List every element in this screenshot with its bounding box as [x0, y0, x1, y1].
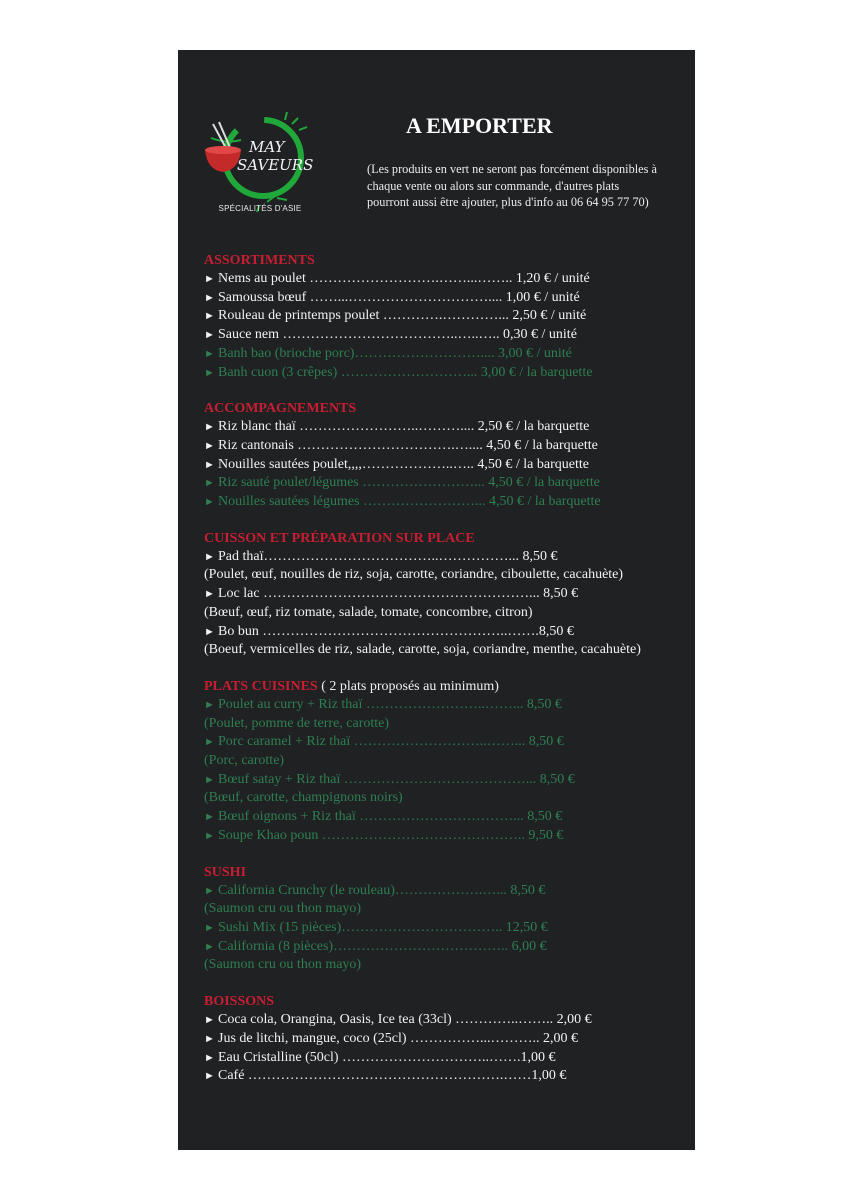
menu-item [204, 326, 664, 345]
menu-item-text: Coca cola, Orangina, Oasis, Ice tea (33cl) …………..…….. 2,00 € [218, 1012, 592, 1028]
menu-item-text: Bœuf oignons + Riz thaï ……………………………... 8,50 € [218, 809, 563, 825]
menu-item [204, 1030, 664, 1049]
menu-item [204, 585, 664, 604]
bullet-arrow-icon: ► [204, 811, 215, 824]
menu-item-text: Samoussa bœuf ……...………………………….... 1,00 € / unité [218, 289, 580, 305]
menu-item [204, 307, 664, 326]
bullet-arrow-icon: ► [204, 940, 215, 953]
bullet-arrow-icon: ► [204, 1051, 215, 1064]
menu-item-text: Bœuf satay + Riz thaï …………………………………... 8,50 € [218, 771, 575, 787]
bullet-arrow-icon: ► [204, 921, 215, 934]
menu-item [204, 1049, 664, 1068]
menu-item [204, 696, 664, 715]
menu-item [204, 808, 664, 827]
menu-item-text: Riz blanc thaï ……………………..……….... 2,50 € / la barquette [218, 419, 590, 435]
section-heading-label: SUSHI [204, 864, 247, 880]
menu-item [204, 938, 664, 957]
section-heading-label: ACCOMPAGNEMENTS [204, 401, 357, 417]
menu-section [204, 252, 664, 382]
bullet-arrow-icon: ► [204, 773, 215, 786]
logo-text-saveurs: SAVEURS [237, 156, 314, 174]
menu-item [204, 771, 664, 790]
menu-item [204, 456, 664, 475]
section-heading-note: ( 2 plats proposés au minimum) [321, 678, 499, 694]
section-heading [204, 993, 664, 1011]
menu-item [204, 1067, 664, 1086]
section-heading [204, 678, 664, 696]
menu-item-text: Riz cantonais …………………………….….... 4,50 € / la barquette [218, 437, 598, 453]
bullet-arrow-icon: ► [204, 347, 215, 360]
section-heading [204, 252, 664, 270]
bullet-arrow-icon: ► [204, 458, 215, 471]
menu-item-description: (Porc, carotte) [204, 753, 285, 769]
menu-section [204, 864, 664, 976]
menu-item-description: (Saumon cru ou thon mayo) [204, 957, 362, 973]
bullet-arrow-icon: ► [204, 829, 215, 842]
bullet-arrow-icon: ► [204, 439, 215, 452]
bullet-arrow-icon: ► [204, 1070, 215, 1083]
menu-item [204, 733, 664, 752]
menu-item [204, 474, 664, 493]
section-heading-label: CUISSON ET PRÉPARATION SUR PLACE [204, 530, 475, 546]
menu-item-text: Porc caramel + Riz thaï ………………………..……... 8,50 € [218, 734, 564, 750]
menu-item-text: Poulet au curry + Riz thaï ……………………..……... 8,50 € [218, 696, 562, 712]
menu-item [204, 1011, 664, 1030]
menu-item-text: Nouilles sautées poulet,,,,………………..….. 4,50 € / la barquette [218, 456, 589, 472]
bullet-arrow-icon: ► [204, 588, 215, 601]
menu-item-text: Riz sauté poulet/légumes ……………………... 4,50 € / la barquette [218, 475, 600, 491]
page-title: A EMPORTER [406, 113, 553, 138]
menu-item-description: (Bœuf, carotte, champignons noirs) [204, 790, 403, 806]
bullet-arrow-icon: ► [204, 698, 215, 711]
menu-item-text: Soupe Khao poun …………………………………….. 9,50 € [218, 827, 564, 843]
menu-item-text: Eau Cristalline (50cl) …………………………..…….1,00 € [218, 1049, 556, 1065]
menu-section [204, 530, 664, 660]
menu-item [204, 882, 664, 901]
menu-item [204, 493, 664, 512]
menu-item [204, 289, 664, 308]
bullet-arrow-icon: ► [204, 366, 215, 379]
menu-item-text: California Crunchy (le rouleau)……………….…... 8,50 € [218, 882, 546, 898]
section-heading [204, 864, 664, 882]
logo-subtitle: SPÉCIALITÉS D'ASIE [218, 204, 302, 213]
bullet-arrow-icon: ► [204, 310, 215, 323]
section-heading-label: ASSORTIMENTS [204, 253, 315, 268]
menu-item-text: Sushi Mix (15 pièces)…………………………….. 12,50 € [218, 919, 548, 935]
logo-text-may: MAY [249, 138, 285, 156]
menu-item [204, 623, 664, 642]
section-heading-label: BOISSONS [204, 994, 275, 1010]
menu-item-description: (Boeuf, vermicelles de riz, salade, carotte, soja, coriandre, menthe, cacahuète) [204, 642, 641, 658]
menu-item-description: (Saumon cru ou thon mayo) [204, 901, 362, 917]
availability-note: (Les produits en vert ne seront pas forcément disponibles à chaque vente ou alors sur commande, d'autres plats pourront aussi être ajouter, plus d'info au 06 64 95 77 70) [367, 162, 657, 209]
menu-item-text: Nouilles sautées légumes ……………………... 4,50 € / la barquette [218, 494, 601, 510]
menu-item-text: Bo bun ……………………………………………..…….8,50 € [218, 623, 574, 639]
menu-section [204, 400, 664, 512]
bullet-arrow-icon: ► [204, 421, 215, 434]
bullet-arrow-icon: ► [204, 884, 215, 897]
menu-item [204, 437, 664, 456]
bullet-arrow-icon: ► [204, 736, 215, 749]
menu-item-text: California (8 pièces)……………………………….. 6,00 € [218, 938, 547, 954]
menu-item-text: Pad thaï………………………………..……………... 8,50 € [218, 548, 558, 564]
bullet-arrow-icon: ► [204, 273, 215, 285]
menu-item [204, 548, 664, 567]
section-heading [204, 400, 664, 418]
menu-item [204, 270, 664, 289]
menu-content [204, 252, 664, 1104]
menu-item [204, 827, 664, 846]
menu-item [204, 919, 664, 938]
menu-item-text: Jus de litchi, mangue, coco (25cl) ……………...……….. 2,00 € [218, 1030, 579, 1046]
bullet-arrow-icon: ► [204, 477, 215, 490]
menu-item-description: (Poulet, pomme de terre, carotte) [204, 715, 390, 731]
section-heading [204, 530, 664, 548]
bullet-arrow-icon: ► [204, 496, 215, 509]
bullet-arrow-icon: ► [204, 550, 215, 563]
menu-item [204, 345, 664, 364]
menu-section [204, 678, 664, 846]
bullet-arrow-icon: ► [204, 625, 215, 638]
menu-item-text: Nems au poulet ……………………….……...…….. 1,20 € / unité [218, 271, 590, 286]
section-heading-label: PLATS CUISINES [204, 678, 318, 694]
bullet-arrow-icon: ► [204, 1032, 215, 1045]
menu-item [204, 364, 664, 383]
menu-item-text: Banh bao (brioche porc)……………………….... 3,00 € / unité [218, 345, 572, 361]
bullet-arrow-icon: ► [204, 329, 215, 342]
menu-item-text: Banh cuon (3 crêpes) ………………………... 3,00 € / la barquette [218, 364, 593, 380]
bullet-arrow-icon: ► [204, 291, 215, 304]
menu-item-text: Café ……………………………………………….……1,00 € [218, 1068, 567, 1084]
menu-item-description: (Bœuf, œuf, riz tomate, salade, tomate, concombre, citron) [204, 604, 533, 620]
menu-item-text: Sauce nem ………………………………..…..….. 0,30 € / unité [218, 327, 577, 343]
menu-item-description: (Poulet, œuf, nouilles de riz, soja, carotte, coriandre, ciboulette, cacahuète) [204, 567, 624, 583]
menu-item [204, 418, 664, 437]
menu-section [204, 993, 664, 1086]
menu-item-text: Rouleau de printemps poulet ………….…………... 2,50 € / unité [218, 308, 587, 324]
menu-item-text: Loc lac …………………………………………………... 8,50 € [218, 586, 579, 602]
bullet-arrow-icon: ► [204, 1014, 215, 1027]
